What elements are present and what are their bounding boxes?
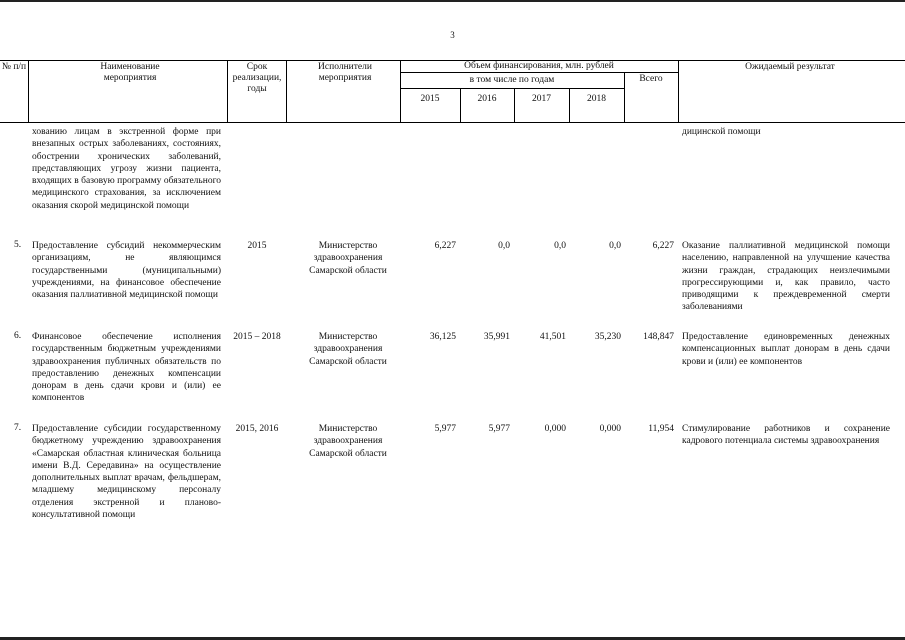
header-num: № п/п	[1, 62, 27, 72]
row-value-2018: 35,230	[594, 332, 621, 342]
row-executor: Министерство здравоохранения Самарской области	[309, 241, 387, 276]
header-executors: Исполнители мероприятия	[318, 62, 372, 83]
header-year-2015: 2015	[420, 94, 440, 104]
scan-top-edge	[0, 0, 905, 2]
row-term: 2015 – 2018	[233, 332, 281, 342]
row-value-2016: 0,0	[498, 241, 510, 251]
continuation-name: хованию лицам в экстренной форме при внезапных острых заболеваниях, состояниях, обострении хронических заболеваний, представляющих угрозу жизни пациента, входящих в базовую программу обязательного медицинского страхования, за исключением оказания скорой медицинской помощи	[32, 127, 221, 211]
row-number: 6.	[14, 331, 22, 341]
header-by-years: в том числе по годам	[469, 75, 555, 85]
continuation-result: дицинской помощи	[682, 127, 761, 137]
row-executor: Министерство здравоохранения Самарской области	[309, 424, 387, 459]
row-value-2017: 0,0	[554, 241, 566, 251]
header-term: Срок реализации, годы	[232, 62, 282, 94]
row-value-2016: 5,977	[488, 424, 510, 434]
header-name: Наименование мероприятия	[100, 62, 160, 83]
row-executor: Министерство здравоохранения Самарской области	[309, 332, 387, 367]
row-value-2015: 6,227	[434, 241, 456, 251]
header-total: Всего	[639, 74, 663, 84]
row-value-2015: 5,977	[434, 424, 456, 434]
header-year-2017: 2017	[532, 94, 551, 104]
row-total: 148,847	[643, 332, 674, 342]
page-number: 3	[450, 30, 455, 40]
header-result: Ожидаемый результат	[745, 62, 835, 72]
header-financing: Объем финансирования, млн. рублей	[464, 61, 614, 71]
row-value-2017: 0,000	[544, 424, 566, 434]
row-number: 5.	[14, 240, 22, 250]
row-name: Предоставление субсидий некоммерческим организациям, не являющимся государственными (муниципальными) учреждениями, на финансовое обеспечение оказания паллиативной медицинской помощи	[32, 241, 221, 301]
row-total: 6,227	[652, 241, 674, 251]
row-number: 7.	[14, 423, 22, 433]
row-name: Предоставление субсидии государственному бюджетному учреждению здравоохранения «Самарская областная клиническая больница имени В.Д. Середавина» на осуществление дополнительных выплат врачам, фельдшерам, младшему медицинскому персоналу отделения экстренной и планово-консультативной помощи	[32, 424, 221, 521]
row-total: 11,954	[648, 424, 674, 434]
row-value-2017: 41,501	[539, 332, 566, 342]
row-term: 2015, 2016	[235, 424, 279, 434]
row-name: Финансовое обеспечение исполнения государственным бюджетным учреждениями здравоохранения публичных обязательств по предоставлению денежных компенсации донорам в день сдачи крови и (или) ее компонентов	[32, 332, 221, 404]
row-result: Стимулирование работников и сохранение кадрового потенциала системы здравоохранения	[682, 424, 890, 447]
header-year-2016: 2016	[477, 94, 497, 104]
row-value-2016: 35,991	[483, 332, 510, 342]
row-result: Предоставление единовременных денежных компенсационных выплат донорам в день сдачи крови и (или) ее компонентов	[682, 332, 890, 367]
row-result: Оказание паллиативной медицинской помощи населению, направленной на улучшение качества жизни граждан, страдающих неизлечимыми прогрессирующими и, как правило, часто приводящими к преждевременной смерти заболеваниями	[682, 241, 890, 313]
header-year-2018: 2018	[587, 94, 606, 104]
row-value-2018: 0,000	[599, 424, 621, 434]
row-value-2018: 0,0	[609, 241, 621, 251]
row-value-2015: 36,125	[429, 332, 456, 342]
row-term: 2015	[247, 241, 267, 251]
